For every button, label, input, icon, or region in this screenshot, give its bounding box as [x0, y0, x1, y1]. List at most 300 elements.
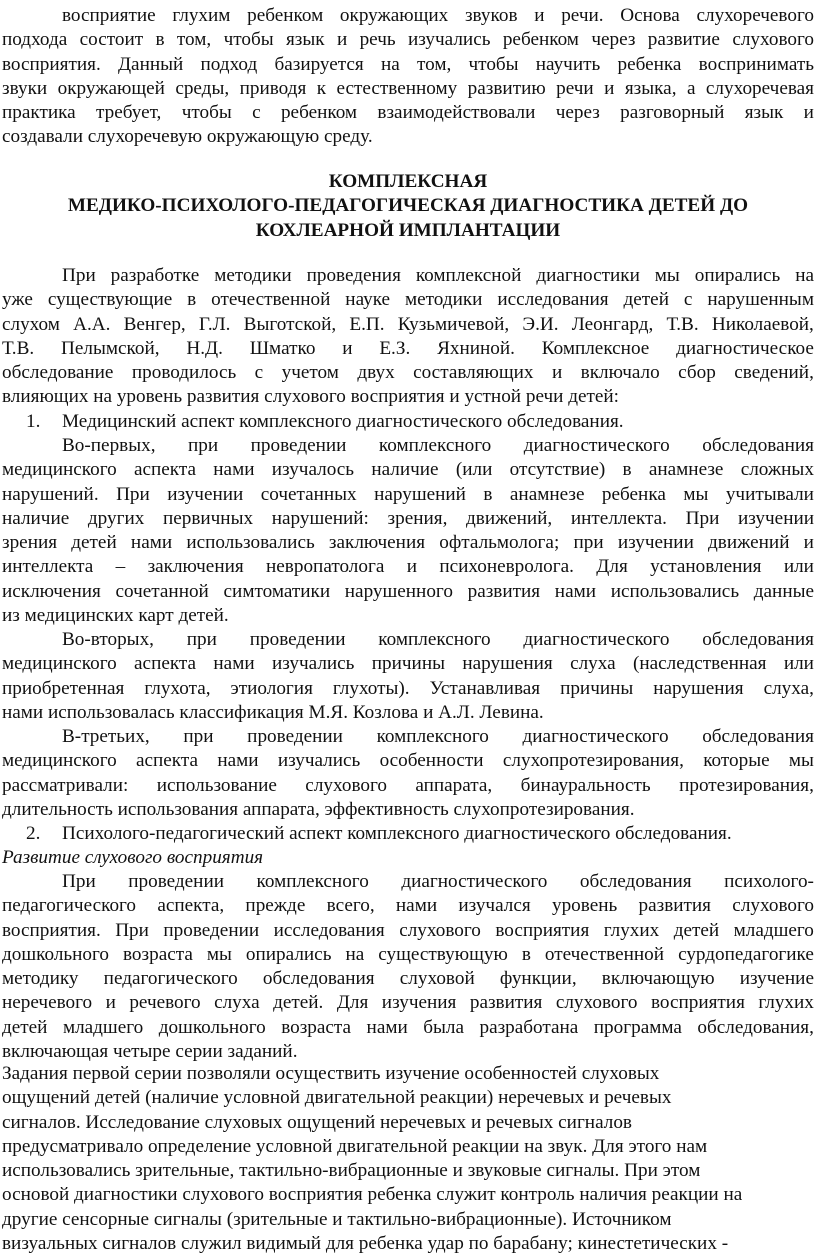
- word: восприятия: [495, 919, 590, 941]
- word: языка,: [624, 77, 677, 99]
- word: в: [187, 289, 197, 311]
- word: восприятия: [650, 992, 745, 1014]
- word: Данный: [117, 53, 184, 75]
- word: комплексного: [378, 435, 492, 456]
- word: При: [62, 265, 96, 286]
- word: программа: [593, 1016, 682, 1038]
- word: включающую: [601, 968, 715, 990]
- text-line: основой диагностики слухового восприятия ребенка служит контроль наличия реакции на: [2, 1184, 743, 1206]
- word: нарушенного: [344, 580, 453, 602]
- word: сурдопедагогике: [678, 943, 814, 965]
- word: Для: [596, 556, 628, 578]
- word: и: [336, 29, 348, 51]
- word: на: [345, 943, 365, 965]
- word: окружающих: [339, 5, 449, 26]
- word: диагностического: [523, 435, 670, 456]
- word: дошкольного: [158, 1016, 266, 1038]
- word: (наследственная: [632, 653, 767, 675]
- word: звуки: [2, 77, 48, 99]
- word: изучался: [458, 895, 531, 917]
- word: В-третьих,: [62, 726, 150, 747]
- paragraph-hearing-development: [0, 870, 816, 1064]
- word: педагогического: [2, 895, 137, 917]
- word: среды,: [175, 77, 230, 99]
- word: глухим: [172, 5, 231, 26]
- text-line: [0, 967, 816, 991]
- word: обследования: [702, 629, 814, 650]
- text-line: [0, 361, 816, 385]
- text-line: [0, 313, 816, 337]
- word: невропатолога: [266, 556, 385, 578]
- word: детей: [2, 1016, 48, 1038]
- word: проведении: [249, 629, 346, 650]
- list-number: 2.: [26, 823, 41, 844]
- word: проведения: [306, 265, 401, 286]
- text-line: [0, 555, 816, 579]
- word: сочетанной: [115, 580, 209, 602]
- word: и: [604, 77, 615, 99]
- subheading: Развитие слухового восприятия: [2, 847, 264, 868]
- word: речи.: [561, 5, 604, 26]
- word: слухоречевая: [705, 77, 814, 99]
- word: проведении: [128, 871, 224, 892]
- word: нарушений:: [271, 507, 369, 529]
- word: комплексного: [256, 871, 369, 892]
- word: Для: [336, 992, 369, 1014]
- text-line: [0, 919, 816, 943]
- word: причины: [560, 677, 634, 699]
- word: проводилось: [131, 362, 237, 384]
- word: опирались: [694, 265, 781, 286]
- word: исследования: [497, 289, 609, 311]
- word: медицинского: [2, 653, 117, 675]
- word: слухового: [399, 919, 481, 941]
- text-line: сигналов. Исследование слуховых ощущений неречевых и речевых сигналов: [2, 1111, 632, 1133]
- word: нами: [213, 653, 255, 675]
- word: которые: [703, 750, 770, 772]
- word: заключения: [147, 556, 244, 578]
- text-line: [0, 580, 816, 604]
- word: при: [183, 726, 214, 747]
- list-item-text: Медицинский аспект комплексного диагностического обследования.: [62, 411, 624, 432]
- text-line: ощущений детей (наличие условной двигательной реакции) неречевых и речевых: [2, 1087, 672, 1109]
- word: протезирования,: [679, 774, 814, 796]
- word: развития: [467, 580, 541, 602]
- word: слухового: [732, 895, 814, 917]
- word: глухих: [758, 992, 814, 1014]
- word: диагностики: [536, 265, 640, 286]
- text-line: [0, 77, 816, 101]
- word: Устанавливая: [429, 677, 541, 699]
- word: изучении: [737, 507, 814, 529]
- word: При: [685, 507, 720, 529]
- paragraph-third: [0, 725, 816, 822]
- word: уже: [2, 289, 33, 311]
- word: разговорный: [620, 102, 725, 124]
- word: зрения,: [387, 507, 448, 529]
- word: мы: [654, 265, 680, 286]
- word: слухового: [732, 29, 814, 51]
- word: обследования: [579, 871, 692, 892]
- paragraph-second: [0, 628, 816, 725]
- text-line: [0, 434, 816, 458]
- word: в: [155, 29, 165, 51]
- word: слуха: [570, 653, 616, 675]
- word: мы: [683, 483, 709, 505]
- word: обследования: [702, 435, 814, 456]
- word: восприятия.: [2, 53, 101, 75]
- text-line: другие сенсорные сигналы (зрительные и тактильно-вибрационные). Источником: [2, 1208, 672, 1230]
- word: сведений,: [734, 362, 814, 384]
- word: комплексного: [378, 629, 491, 650]
- word: научить: [535, 53, 601, 75]
- word: Основа: [620, 5, 680, 26]
- word: При: [62, 871, 96, 892]
- list-number: 1.: [26, 411, 41, 432]
- word: слухом: [2, 313, 60, 335]
- word: чтобы: [468, 53, 519, 75]
- word: проведении: [250, 435, 347, 456]
- word: сбор: [678, 362, 716, 384]
- text-line: влияющих на уровень развития слухового восприятия и устной речи детей:: [2, 386, 619, 408]
- word: нами: [130, 532, 173, 554]
- word: включало: [580, 362, 660, 384]
- word: слуха: [214, 992, 260, 1014]
- word: изучении: [167, 483, 244, 505]
- word: Венгер,: [123, 313, 186, 335]
- word: психоневролога.: [439, 556, 574, 578]
- word: нарушений.: [2, 483, 99, 505]
- word: других: [87, 507, 145, 529]
- word: –: [115, 556, 126, 578]
- word: отечественной: [211, 289, 331, 311]
- word: была: [423, 1016, 464, 1038]
- word: нарушений: [374, 483, 466, 505]
- word: методику: [2, 968, 79, 990]
- word: через: [591, 29, 636, 51]
- word: учитывали: [725, 483, 814, 505]
- word: диагностического: [522, 726, 669, 747]
- word: Г.Л.: [198, 313, 231, 335]
- word: нарушения: [462, 653, 553, 675]
- word: приобретенная: [2, 677, 125, 699]
- word: Е.З.: [379, 337, 411, 359]
- paragraph-first-series: [0, 1062, 816, 1256]
- word: и: [105, 992, 116, 1014]
- word: в: [622, 459, 632, 481]
- word: детей: [71, 532, 117, 554]
- word: мы: [206, 943, 232, 965]
- word: глухих: [603, 919, 660, 941]
- word: Во-первых,: [62, 435, 156, 456]
- word: интеллекта: [2, 556, 94, 578]
- word: детей: [623, 289, 669, 311]
- text-line: [0, 1016, 816, 1040]
- word: Т.В.: [666, 313, 699, 335]
- word: рассматривали:: [2, 774, 129, 796]
- word: нами: [554, 580, 596, 602]
- word: ребенком: [247, 5, 324, 26]
- word: учетом: [281, 362, 339, 384]
- word: первичных: [162, 507, 254, 529]
- word: нами: [213, 459, 255, 481]
- word: или: [783, 653, 814, 675]
- word: Шматко: [249, 337, 316, 359]
- word: с: [683, 289, 693, 311]
- word: разработана: [479, 1016, 579, 1038]
- word: методики: [405, 289, 483, 311]
- word: особенности: [379, 750, 484, 772]
- word: психолого-: [724, 871, 814, 892]
- intro-paragraph: [0, 4, 816, 150]
- word: слуховой: [399, 968, 475, 990]
- word: с: [254, 362, 264, 384]
- word: Яхниной.: [437, 337, 515, 359]
- text-line: [0, 725, 816, 749]
- word: и: [342, 337, 353, 359]
- word: зрения: [2, 532, 58, 554]
- word: обследование: [2, 362, 114, 384]
- text-line: [0, 264, 816, 288]
- word: ребенка: [617, 53, 682, 75]
- word: и: [406, 556, 417, 578]
- text-line: [0, 628, 816, 652]
- text-line: [0, 943, 816, 967]
- word: разработке: [110, 265, 200, 286]
- word: глухота,: [144, 677, 211, 699]
- word: опирались: [245, 943, 332, 965]
- word: отсутствие): [509, 459, 606, 481]
- word: диагностическое: [676, 337, 814, 359]
- word: При: [115, 919, 149, 941]
- word: интеллекта.: [570, 507, 667, 529]
- word: нами: [217, 750, 259, 772]
- word: обследования,: [697, 1016, 814, 1038]
- word: младшего: [62, 1016, 144, 1038]
- word: Выготской,: [243, 313, 337, 335]
- word: педагогического: [103, 968, 238, 990]
- word: использовались: [186, 532, 315, 554]
- word: симтоматики: [223, 580, 331, 602]
- word: подход: [200, 53, 258, 75]
- text-line: [0, 677, 816, 701]
- word: использование: [156, 774, 277, 796]
- word: ребенком: [280, 102, 358, 124]
- heading-line-1: КОМПЛЕКСНАЯ: [328, 171, 488, 192]
- word: детей: [673, 919, 720, 941]
- word: к: [316, 77, 327, 99]
- word: нами: [395, 895, 438, 917]
- word: изучения: [381, 992, 457, 1014]
- text-line: [0, 288, 816, 312]
- word: речь: [359, 29, 396, 51]
- word: и: [803, 102, 814, 124]
- word: Е.П.: [349, 313, 385, 335]
- word: чтобы: [181, 102, 232, 124]
- word: аспекта: [135, 750, 199, 772]
- word: Э.И.: [522, 313, 559, 335]
- word: этиология: [230, 677, 313, 699]
- list-item-psychological: [0, 822, 816, 846]
- word: звуков: [464, 5, 518, 26]
- heading-line-2: МЕДИКО-ПСИХОЛОГО-ПЕДАГОГИЧЕСКАЯ ДИАГНОСТИКА ДЕТЕЙ ДО: [67, 195, 749, 217]
- word: А.А.: [73, 313, 111, 335]
- word: офтальмолога;: [439, 532, 560, 554]
- word: изучались: [407, 29, 491, 51]
- word: сочетанных: [260, 483, 357, 505]
- word: всего,: [326, 895, 375, 917]
- word: развитие: [647, 29, 720, 51]
- text-line: [0, 337, 816, 361]
- word: взаимодействовали: [377, 102, 536, 124]
- word: через: [555, 102, 600, 124]
- word: возраста: [281, 1016, 352, 1038]
- word: медицинского: [2, 459, 117, 481]
- word: язык: [285, 29, 325, 51]
- word: восприятие: [62, 5, 156, 26]
- word: уровень: [551, 895, 618, 917]
- word: и: [803, 532, 814, 554]
- heading-line-3: КОХЛЕАРНОЙ ИМПЛАНТАЦИИ: [255, 219, 561, 241]
- word: дошкольного: [2, 943, 109, 965]
- word: речевого: [129, 992, 201, 1014]
- word: нами: [366, 1016, 408, 1038]
- word: ребенком: [502, 29, 579, 51]
- word: в: [521, 943, 531, 965]
- word: требует,: [96, 102, 162, 124]
- word: том,: [417, 53, 452, 75]
- word: в: [483, 483, 493, 505]
- word: или: [783, 556, 814, 578]
- word: медицинского: [2, 750, 117, 772]
- word: слухового: [555, 992, 638, 1014]
- word: При: [116, 483, 150, 505]
- text-line: из медицинских карт детей.: [2, 605, 229, 627]
- word: Леонгард,: [571, 313, 654, 335]
- word: аспекта: [133, 459, 196, 481]
- word: данные: [753, 580, 814, 602]
- word: практика: [2, 102, 76, 124]
- word: изучались: [277, 750, 361, 772]
- text-line: [0, 483, 816, 507]
- word: прежде: [245, 895, 306, 917]
- text-line: использовались зрительные, тактильно-вибрационные и звуковые сигналы. При этом: [2, 1160, 701, 1182]
- word: глухоты).: [332, 677, 410, 699]
- word: заключения: [328, 532, 426, 554]
- word: аспекта,: [157, 895, 225, 917]
- word: подхода: [2, 29, 68, 51]
- text-line: нами использовалась классификация М.Я. Козлова и А.Л. Левина.: [2, 701, 544, 723]
- text-line: [0, 458, 816, 482]
- word: младшего: [733, 919, 814, 941]
- word: слухопротезирования,: [502, 750, 684, 772]
- word: развития: [469, 992, 543, 1014]
- word: при: [573, 532, 604, 554]
- word: развития: [638, 895, 712, 917]
- word: мы: [788, 750, 814, 772]
- section-heading: [0, 170, 816, 243]
- word: слухоречевого: [696, 5, 814, 26]
- word: (или: [455, 459, 493, 481]
- text-line: [0, 749, 816, 773]
- word: Пелымской,: [61, 337, 160, 359]
- word: слухового: [305, 774, 387, 796]
- word: а: [686, 77, 696, 99]
- word: на: [380, 53, 400, 75]
- word: диагностического: [523, 629, 670, 650]
- word: ребенка: [601, 483, 666, 505]
- word: исследования: [273, 919, 385, 941]
- word: развитию: [467, 77, 546, 99]
- word: обследования: [702, 726, 814, 747]
- word: методики: [214, 265, 292, 286]
- text-line: Задания первой серии позволяли осуществить изучение особенностей слуховых: [2, 1063, 660, 1084]
- word: обследования: [262, 968, 375, 990]
- text-line: [0, 531, 816, 555]
- word: окружающей: [57, 77, 165, 99]
- text-line: [0, 991, 816, 1015]
- word: диагностического: [401, 871, 548, 892]
- word: изучение: [739, 968, 814, 990]
- word: Комплексное: [541, 337, 650, 359]
- word: базируется: [274, 53, 364, 75]
- word: науке: [345, 289, 391, 311]
- word: бинауральность: [520, 774, 651, 796]
- text-line: предусматривало определение условной двигательной реакции на звук. Для этого нам: [2, 1135, 708, 1157]
- word: и: [534, 5, 545, 26]
- word: возраста: [123, 943, 193, 965]
- word: аппарата,: [415, 774, 493, 796]
- word: анамнезе: [509, 483, 585, 505]
- word: изучалось: [271, 459, 355, 481]
- word: сложных: [740, 459, 814, 481]
- word: причины: [371, 653, 445, 675]
- text-line: [0, 53, 816, 77]
- word: речи: [556, 77, 594, 99]
- word: установления: [650, 556, 762, 578]
- word: состоит: [79, 29, 144, 51]
- word: восприятия.: [2, 919, 101, 941]
- text-line: [0, 894, 816, 918]
- list-item-medical: [0, 410, 816, 434]
- word: при: [186, 629, 217, 650]
- word: отечественной: [544, 943, 665, 965]
- text-line: создавали слухоречевую окружающую среду.: [2, 126, 373, 148]
- word: и: [551, 362, 563, 384]
- text-line: включающая четыре серии заданий.: [2, 1041, 298, 1063]
- word: неречевого: [2, 992, 93, 1014]
- text-line: [0, 774, 816, 798]
- word: функции,: [499, 968, 577, 990]
- text-line: [0, 28, 816, 52]
- word: составляющих: [413, 362, 534, 384]
- word: с: [252, 102, 261, 124]
- text-line: [0, 507, 816, 531]
- word: исключения: [2, 580, 101, 602]
- word: Т.В.: [2, 337, 35, 359]
- word: том,: [176, 29, 212, 51]
- word: Во-вторых,: [62, 629, 154, 650]
- text-line: [0, 870, 816, 894]
- word: анамнезе: [648, 459, 724, 481]
- word: проведении: [247, 726, 343, 747]
- paragraph-methodology: [0, 264, 816, 410]
- word: детей.: [273, 992, 324, 1014]
- word: существующие: [47, 289, 173, 311]
- word: комплексного: [376, 726, 489, 747]
- word: язык: [744, 102, 784, 124]
- word: на: [795, 265, 814, 286]
